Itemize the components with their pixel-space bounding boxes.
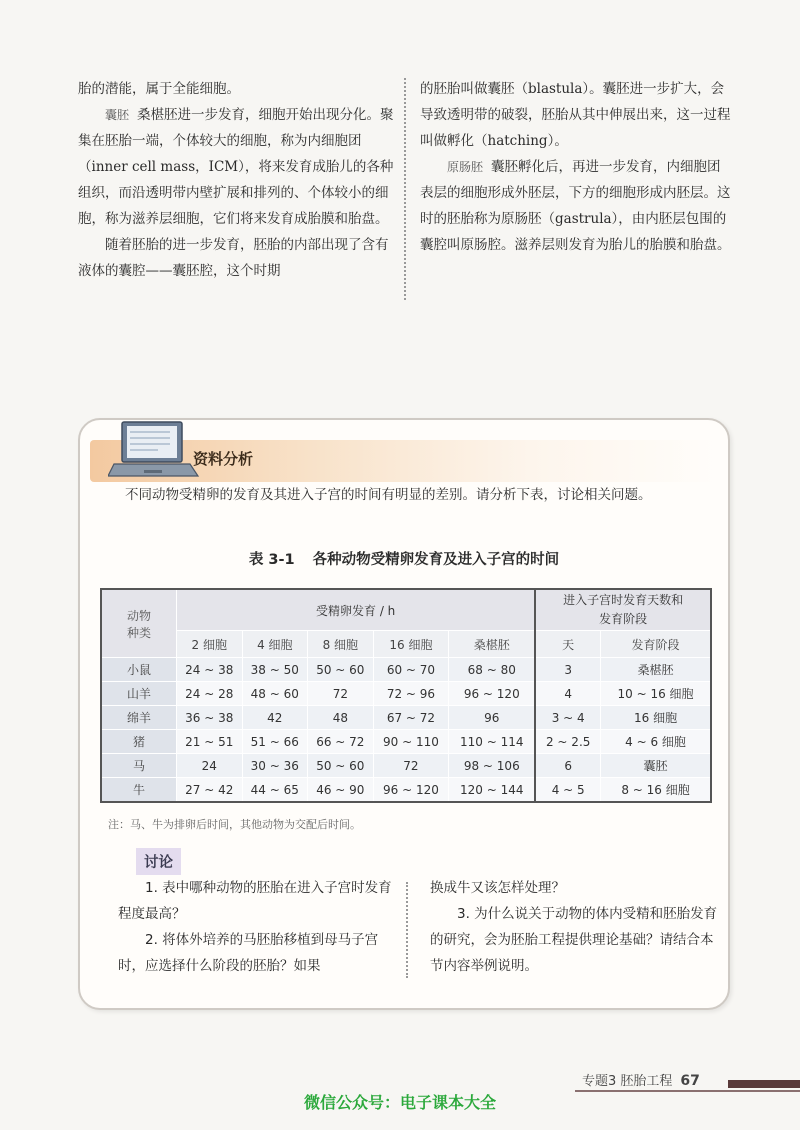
sub-header-cell: 4 细胞 xyxy=(242,631,308,658)
column-divider xyxy=(404,78,406,300)
value-cell: 96 ~ 120 xyxy=(449,682,536,706)
row-header-cell xyxy=(101,589,177,658)
value-cell: 囊胚 xyxy=(601,754,711,778)
table-number: 表 3-1 xyxy=(248,552,295,568)
value-cell: 50 ~ 60 xyxy=(308,658,374,682)
value-cell: 51 ~ 66 xyxy=(242,730,308,754)
value-cell: 36 ~ 38 xyxy=(177,706,243,730)
value-cell: 72 xyxy=(308,682,374,706)
paragraph: 胎的潜能，属于全能细胞。 xyxy=(78,81,240,97)
value-cell: 48 ~ 60 xyxy=(242,682,308,706)
value-cell: 98 ~ 106 xyxy=(449,754,536,778)
value-cell: 24 ~ 38 xyxy=(177,658,243,682)
sub-header-cell: 8 细胞 xyxy=(308,631,374,658)
value-cell: 96 xyxy=(449,706,536,730)
animal-cell: 山羊 xyxy=(101,682,177,706)
table-title-text: 各种动物受精卵发育及进入子宫的时间 xyxy=(312,552,560,568)
paragraph-blastocyst xyxy=(78,102,396,232)
value-cell: 44 ~ 65 xyxy=(242,778,308,803)
paragraph-text: 桑椹胚进一步发育，细胞开始出现分化。聚集在胚胎一端，个体较大的细胞，称为内细胞团（inner cell mass，ICM），将来发育成胎儿的各种组织，而沿透明带内壁扩展和排列的、个体较小的细胞，称为滋养层细胞，它们将来发育成胎膜和胎盘。 xyxy=(78,107,394,227)
column-divider xyxy=(406,882,408,978)
discussion-label: 讨论 xyxy=(136,848,181,875)
animal-cell: 猪 xyxy=(101,730,177,754)
value-cell: 8 ~ 16 细胞 xyxy=(601,778,711,803)
data-table xyxy=(100,588,712,803)
value-cell: 6 xyxy=(535,754,600,778)
value-cell: 46 ~ 90 xyxy=(308,778,374,803)
questions-right xyxy=(430,875,720,979)
term-label: 原肠胚 xyxy=(447,160,484,174)
value-cell: 4 ~ 5 xyxy=(535,778,600,803)
animal-cell: 绵羊 xyxy=(101,706,177,730)
value-cell: 16 细胞 xyxy=(601,706,711,730)
laptop-icon xyxy=(108,420,200,490)
value-cell: 50 ~ 60 xyxy=(308,754,374,778)
value-cell: 110 ~ 114 xyxy=(449,730,536,754)
sub-header-cell: 发育阶段 xyxy=(601,631,711,658)
table-row xyxy=(101,706,711,730)
value-cell: 72 xyxy=(373,754,449,778)
question: 2. 将体外培养的马胚胎移植到母马子宫时，应选择什么阶段的胚胎？如果 xyxy=(118,932,379,974)
questions-left xyxy=(118,875,396,979)
table-title xyxy=(80,548,728,569)
group-header-uterus-text: 进入子宫时发育天数和发育阶段 xyxy=(563,593,684,626)
paragraph: 随着胚胎的进一步发育，胚胎的内部出现了含有液体的囊腔——囊胚腔，这个时期 xyxy=(78,237,389,279)
animal-cell: 小鼠 xyxy=(101,658,177,682)
question-continuation: 换成牛又该怎样处理？ xyxy=(430,880,565,896)
value-cell: 66 ~ 72 xyxy=(308,730,374,754)
sub-header-cell: 桑椹胚 xyxy=(449,631,536,658)
value-cell: 30 ~ 36 xyxy=(242,754,308,778)
sub-header-cell: 16 细胞 xyxy=(373,631,449,658)
term-label: 囊胚 xyxy=(105,108,130,122)
watermark-text: 微信公众号：电子课本大全 xyxy=(303,1093,496,1112)
table-note: 注：马、牛为排卵后时间，其他动物为交配后时间。 xyxy=(108,818,361,831)
group-header-uterus xyxy=(535,589,711,631)
table-row xyxy=(101,658,711,682)
table-row xyxy=(101,754,711,778)
value-cell: 90 ~ 110 xyxy=(373,730,449,754)
value-cell: 3 xyxy=(535,658,600,682)
value-cell: 67 ~ 72 xyxy=(373,706,449,730)
value-cell: 24 xyxy=(177,754,243,778)
paragraph: 的胚胎叫做囊胚（blastula）。囊胚进一步扩大，会导致透明带的破裂，胚胎从其中伸展出来，这一过程叫做孵化（hatching）。 xyxy=(420,81,731,149)
value-cell: 桑椹胚 xyxy=(601,658,711,682)
value-cell: 68 ~ 80 xyxy=(449,658,536,682)
value-cell: 24 ~ 28 xyxy=(177,682,243,706)
value-cell: 2 ~ 2.5 xyxy=(535,730,600,754)
table-row xyxy=(101,682,711,706)
question: 1. 表中哪种动物的胚胎在进入子宫时发育程度最高？ xyxy=(118,880,392,922)
sub-header-cell: 天 xyxy=(535,631,600,658)
value-cell: 38 ~ 50 xyxy=(242,658,308,682)
box-title: 资料分析 xyxy=(193,450,254,468)
table-row xyxy=(101,730,711,754)
box-header xyxy=(90,440,718,482)
value-cell: 4 ~ 6 细胞 xyxy=(601,730,711,754)
row-header: 动物 种类 xyxy=(126,608,151,640)
value-cell: 42 xyxy=(242,706,308,730)
value-cell: 120 ~ 144 xyxy=(449,778,536,803)
group-header-development: 受精卵发育 / h xyxy=(177,589,536,631)
sub-header-cell: 2 细胞 xyxy=(177,631,243,658)
page-footer xyxy=(582,1070,700,1089)
table-row xyxy=(101,778,711,803)
value-cell: 21 ~ 51 xyxy=(177,730,243,754)
value-cell: 96 ~ 120 xyxy=(373,778,449,803)
value-cell: 4 xyxy=(535,682,600,706)
data-analysis-box xyxy=(78,418,730,1010)
page-number: 67 xyxy=(680,1073,700,1089)
animal-cell: 马 xyxy=(101,754,177,778)
value-cell: 27 ~ 42 xyxy=(177,778,243,803)
value-cell: 60 ~ 70 xyxy=(373,658,449,682)
footer-bar xyxy=(728,1080,800,1088)
question: 3. 为什么说关于动物的体内受精和胚胎发育的研究，会为胚胎工程提供理论基础？请结合本节内容举例说明。 xyxy=(430,906,718,974)
value-cell: 72 ~ 96 xyxy=(373,682,449,706)
value-cell: 10 ~ 16 细胞 xyxy=(601,682,711,706)
sub-header-row xyxy=(101,631,711,658)
right-text-column xyxy=(420,76,732,258)
paragraph-gastrula xyxy=(420,154,732,258)
animal-cell: 牛 xyxy=(101,778,177,803)
paragraph-text: 囊胚孵化后，再进一步发育，内细胞团表层的细胞形成外胚层，下方的细胞形成内胚层。这时的胚胎称为原肠胚（gastrula），由内胚层包围的囊腔叫原肠腔。滋养层则发育为胎儿的胎膜和胎盘。 xyxy=(420,159,731,253)
box-intro: 不同动物受精卵的发育及其进入子宫的时间有明显的差别。请分析下表，讨论相关问题。 xyxy=(125,487,652,503)
table-body xyxy=(101,658,711,803)
left-text-column xyxy=(78,76,396,284)
chapter-label: 专题3 胚胎工程 xyxy=(582,1074,673,1089)
value-cell: 3 ~ 4 xyxy=(535,706,600,730)
value-cell: 48 xyxy=(308,706,374,730)
